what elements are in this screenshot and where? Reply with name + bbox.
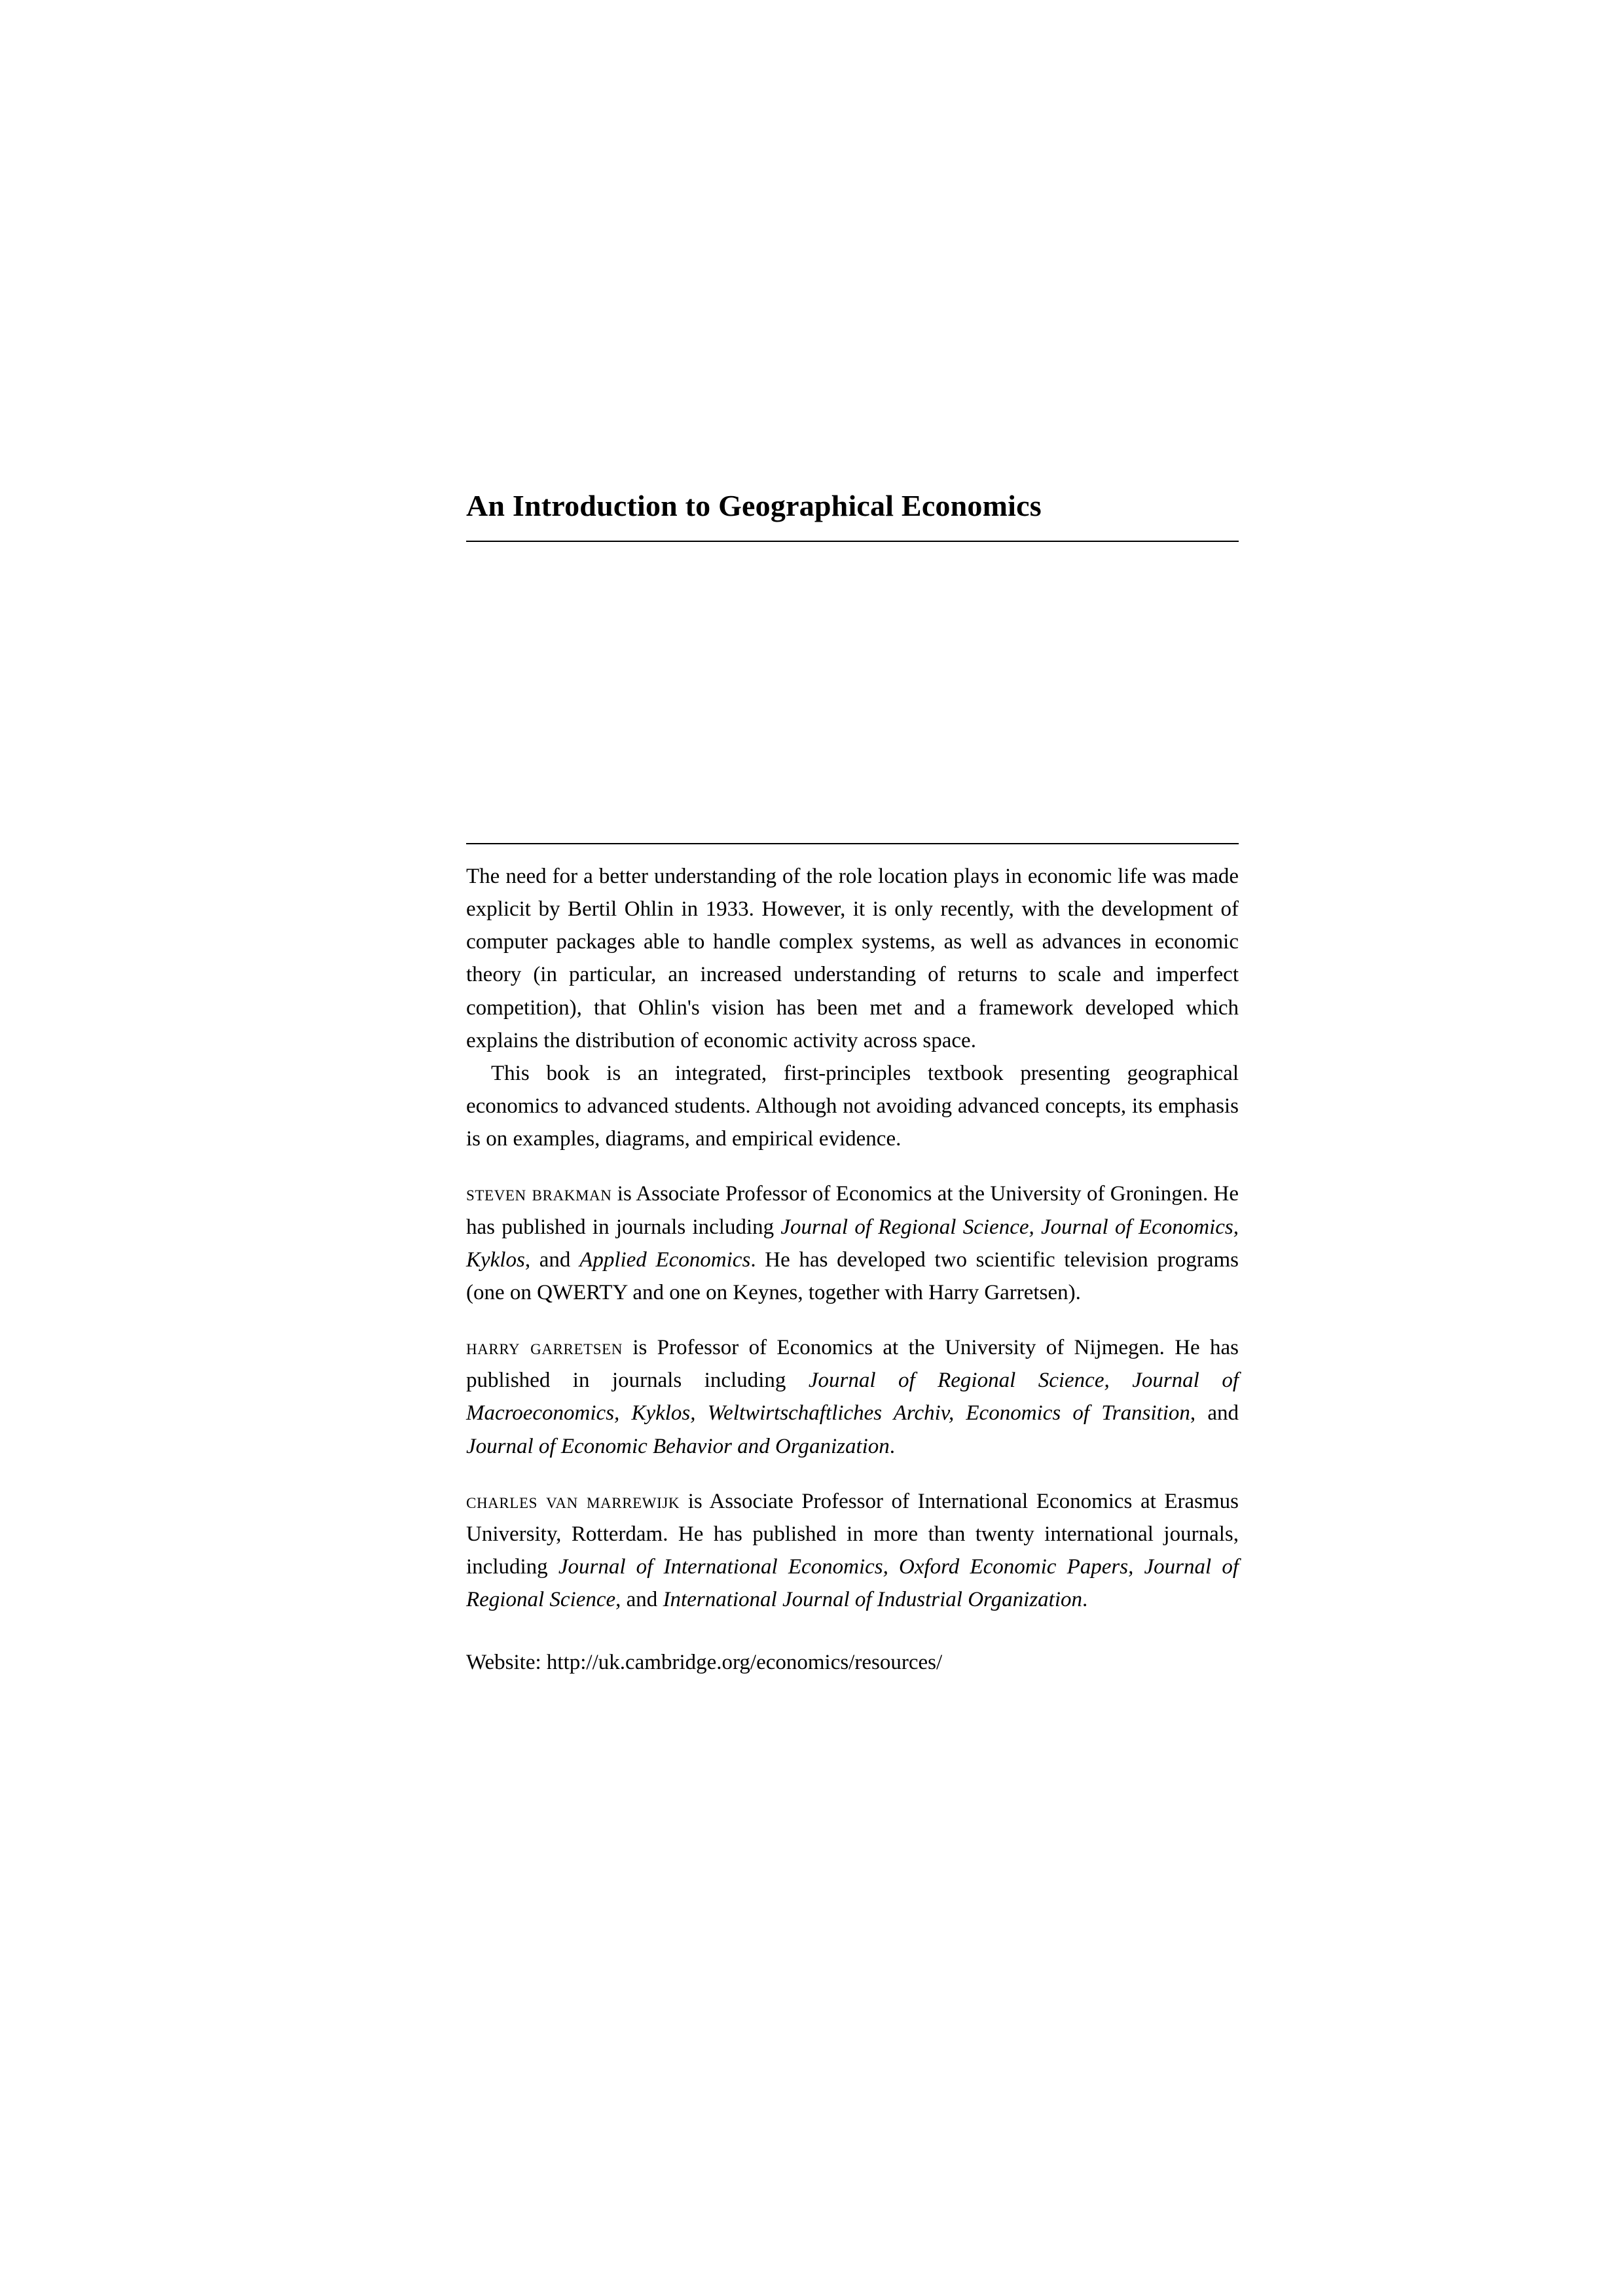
author-bio-garretsen	[466, 1331, 1239, 1463]
author-bio-text: , and	[524, 1247, 580, 1272]
author-bio-text: is Associate Professor of Economics at the University of Groningen. He has published in journals including	[466, 1182, 1239, 1239]
author-bio-text: . He has developed two scientific television programs (one on QWERTY and one on Keynes, together with Harry Garretsen).	[466, 1247, 1239, 1304]
author-bio-brakman	[466, 1177, 1239, 1309]
author-name-garretsen: harry garretsen	[466, 1336, 623, 1360]
author-journals: Applied Economics	[579, 1247, 751, 1272]
title-divider	[466, 541, 1239, 542]
author-journals: International Journal of Industrial Organization	[663, 1588, 1083, 1612]
author-name-brakman: steven brakman	[466, 1182, 612, 1206]
author-bio-text: is Professor of Economics at the University of Nijmegen. He has published in journals including	[466, 1336, 1239, 1393]
author-journals: Journal of Regional Science, Journal of Economics, Kyklos	[466, 1215, 1239, 1272]
author-journals: Journal of Regional Science, Journal of Macroeconomics, Kyklos, Weltwirtschaftliches Archiv, Economics of Transition	[466, 1369, 1239, 1426]
author-bio-text: is Associate Professor of International Economics at Erasmus University, Rotterdam. He has published in more than twenty international journals, including	[466, 1489, 1239, 1579]
blurb-paragraph-1: The need for a better understanding of the role location plays in economic life was made explicit by Bertil Ohlin in 1933. However, it is only recently, with the development of computer packages able to handle complex systems, as well as advances in economic theory (in particular, an increased understanding of returns to scale and imperfect competition), that Ohlin's vision has been met and a framework developed which explains the distribution of economic activity across space.	[466, 865, 1239, 1052]
author-bio-text: , and	[615, 1588, 663, 1612]
author-bio-text: .	[1082, 1588, 1088, 1612]
author-journals: Journal of International Economics, Oxford Economic Papers, Journal of Regional Science	[466, 1554, 1239, 1612]
author-journals: Journal of Economic Behavior and Organization	[466, 1434, 890, 1458]
author-bio-marrewijk	[466, 1485, 1239, 1617]
website-line: Website: http://uk.cambridge.org/economics/resources/	[466, 1651, 943, 1675]
blurb-divider	[466, 843, 1239, 844]
author-bio-text: .	[889, 1434, 896, 1458]
author-bio-text: , and	[1190, 1401, 1239, 1426]
title-block	[466, 488, 1239, 542]
blurb-paragraph-2: This book is an integrated, first-principles textbook presenting geographical economics to advanced students. Although not avoiding advanced concepts, its emphasis is on examples, diagrams, and empirical evidence.	[466, 1061, 1239, 1151]
blurb-block	[466, 843, 1239, 1700]
page-title: An Introduction to Geographical Economics	[466, 489, 1042, 522]
author-name-marrewijk: charles van marrewijk	[466, 1489, 680, 1513]
